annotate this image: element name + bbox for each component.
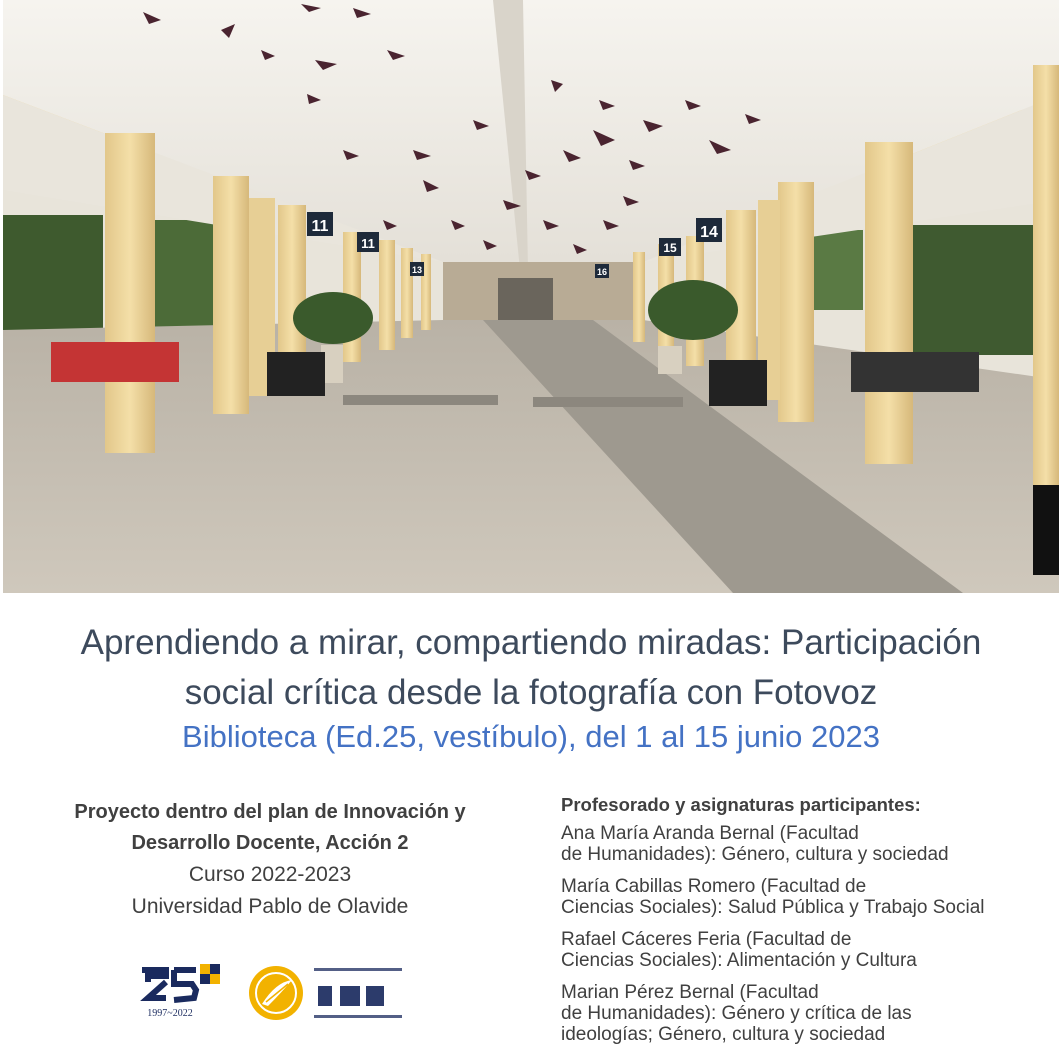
upo-emblem-icon (248, 962, 408, 1024)
title-line-2: social crítica desde la fotografía con Fotovoz (184, 673, 878, 712)
participant-entry-3: Rafael Cáceres Feria (Facultad de Ciencias Sociales): Alimentación y Cultura (561, 929, 917, 971)
participants-heading: Profesorado y asignaturas participantes: (561, 794, 921, 815)
project-info (20, 797, 520, 923)
column-number-11b: 11 (361, 236, 375, 251)
project-line-2: Desarrollo Docente, Acción 2 (131, 832, 409, 854)
corridor-photo-illustration (3, 0, 1059, 593)
column-number-14: 14 (700, 224, 718, 241)
participant-entry-4: Marian Pérez Bernal (Facultad de Humanidades): Género y crítica de las ideologías; Género, cultura y sociedad (561, 982, 912, 1045)
column-number-13: 13 (411, 265, 423, 275)
exhibition-title (0, 618, 1062, 718)
university-name: Universidad Pablo de Olavide (131, 895, 409, 918)
upo-logo (248, 962, 408, 1024)
venue-dates: Biblioteca (Ed.25, vestíbulo), del 1 al 15 junio 2023 (182, 719, 880, 754)
column-number-11a: 11 (311, 218, 329, 235)
logos (140, 962, 410, 1024)
column-number-16: 16 (596, 267, 608, 277)
participants-section (561, 791, 1051, 1056)
column-number-15: 15 (663, 241, 677, 255)
anniversary-25-logo (140, 962, 230, 1024)
project-line-1: Proyecto dentro del plan de Innovación y (74, 801, 466, 823)
anniversary-25-icon (140, 962, 230, 1008)
participant-entry-1: Ana María Aranda Bernal (Facultad de Humanidades): Género, cultura y sociedad (561, 823, 949, 865)
title-line-1: Aprendiendo a mirar, compartiendo miradas: Participación (80, 623, 982, 662)
course-year: Curso 2022-2023 (188, 863, 352, 886)
participant-entry-2: María Cabillas Romero (Facultad de Ciencias Sociales): Salud Pública y Trabajo Social (561, 876, 985, 918)
anniversary-years: 1997~2022 (147, 1008, 193, 1019)
corridor-photo (3, 0, 1059, 593)
